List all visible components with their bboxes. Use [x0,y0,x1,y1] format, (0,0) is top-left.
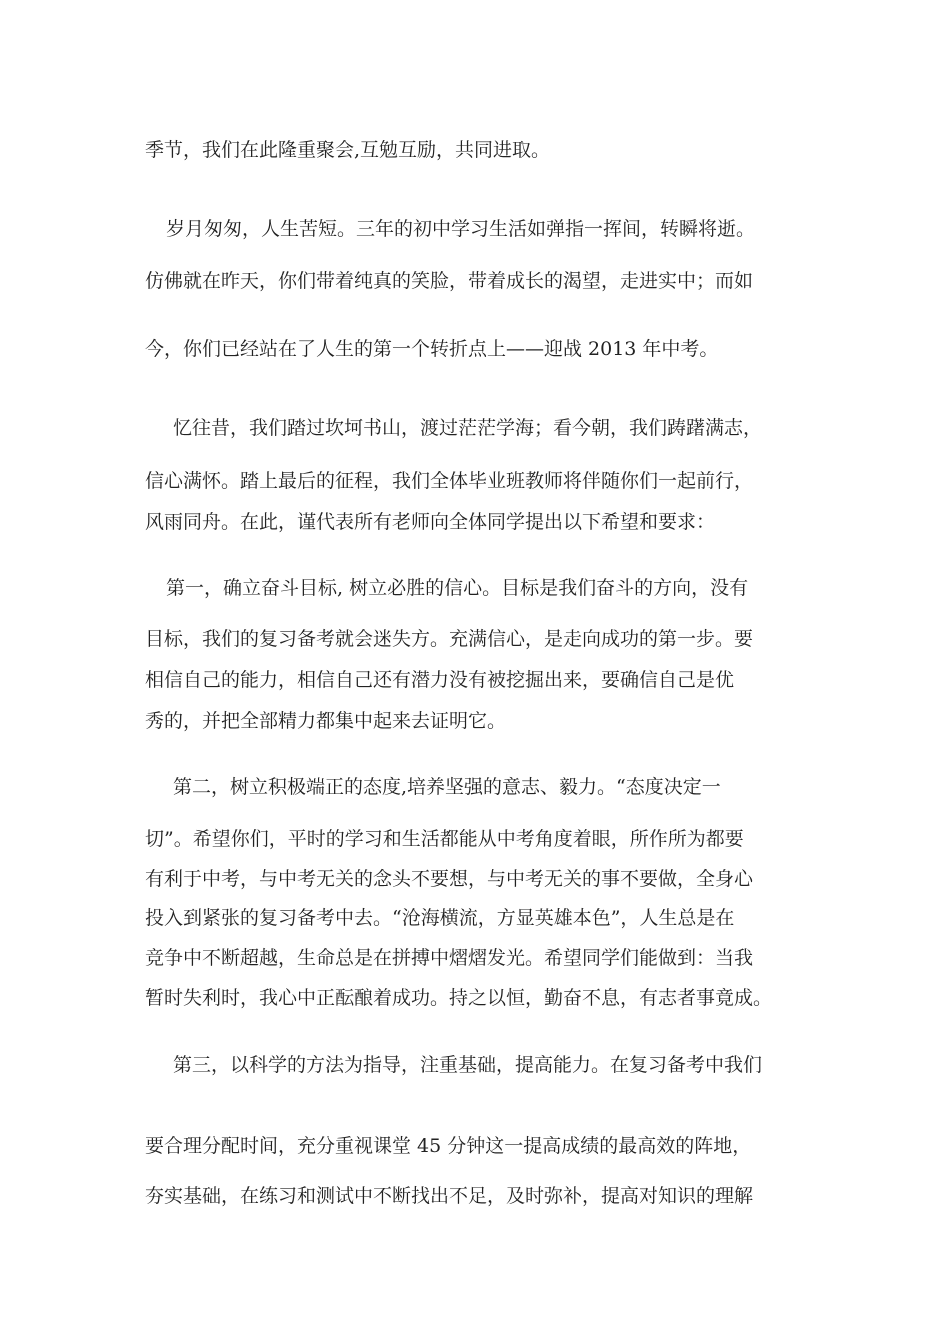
text-line-3: 仿佛就在昨天，你们带着纯真的笑脸，带着成长的渴望，走进实中；而如 [145,270,754,292]
text-line-13: 切”。希望你们，平时的学习和生活都能从中考角度着眼，所作所为都要 [145,828,744,850]
text-line-19: 要合理分配时间，充分重视课堂 45 分钟这一提高成绩的最高效的阵地， [145,1135,752,1157]
text-line-7: 风雨同舟。在此，谨代表所有老师向全体同学提出以下希望和要求： [145,511,716,533]
text-line-2: 岁月匆匆，人生苦短。三年的初中学习生活如弹指一挥间，转瞬将逝。 [166,218,756,240]
text-line-6: 信心满怀。踏上最后的征程，我们全体毕业班教师将伴随你们一起前行， [145,470,754,492]
text-line-4: 今，你们已经站在了人生的第一个转折点上——迎战 2013 年中考。 [145,338,719,360]
text-line-15: 投入到紧张的复习备考中去。“沧海横流，方显英雄本色”，人生总是在 [145,907,735,929]
text-line-12: 第二，树立积极端正的态度,培养坚强的意志、毅力。“态度决定一 [173,776,721,798]
text-line-14: 有利于中考，与中考无关的念头不要想，与中考无关的事不要做，全身心 [145,868,754,890]
text-line-5: 忆往昔，我们踏过坎坷书山，渡过茫茫学海；看今朝，我们踌躇满志， [173,417,763,439]
text-line-18: 第三，以科学的方法为指导，注重基础，提高能力。在复习备考中我们 [173,1054,763,1076]
text-line-20: 夯实基础，在练习和测试中不断找出不足，及时弥补，提高对知识的理解 [145,1185,754,1207]
text-line-9: 目标，我们的复习备考就会迷失方。充满信心，是走向成功的第一步。要 [145,628,754,650]
text-line-10: 相信自己的能力，相信自己还有潜力没有被挖掘出来，要确信自己是优 [145,669,735,691]
text-line-8: 第一，确立奋斗目标, 树立必胜的信心。目标是我们奋斗的方向，没有 [166,577,749,599]
text-line-17: 暂时失利时，我心中正酝酿着成功。持之以恒，勤奋不息，有志者事竟成。 [145,987,773,1009]
text-line-1: 季节，我们在此隆重聚会,互勉互励，共同进取。 [145,139,551,161]
text-line-11: 秀的，并把全部精力都集中起来去证明它。 [145,710,507,732]
text-line-16: 竞争中不断超越，生命总是在拼搏中熠熠发光。希望同学们能做到：当我 [145,947,754,969]
